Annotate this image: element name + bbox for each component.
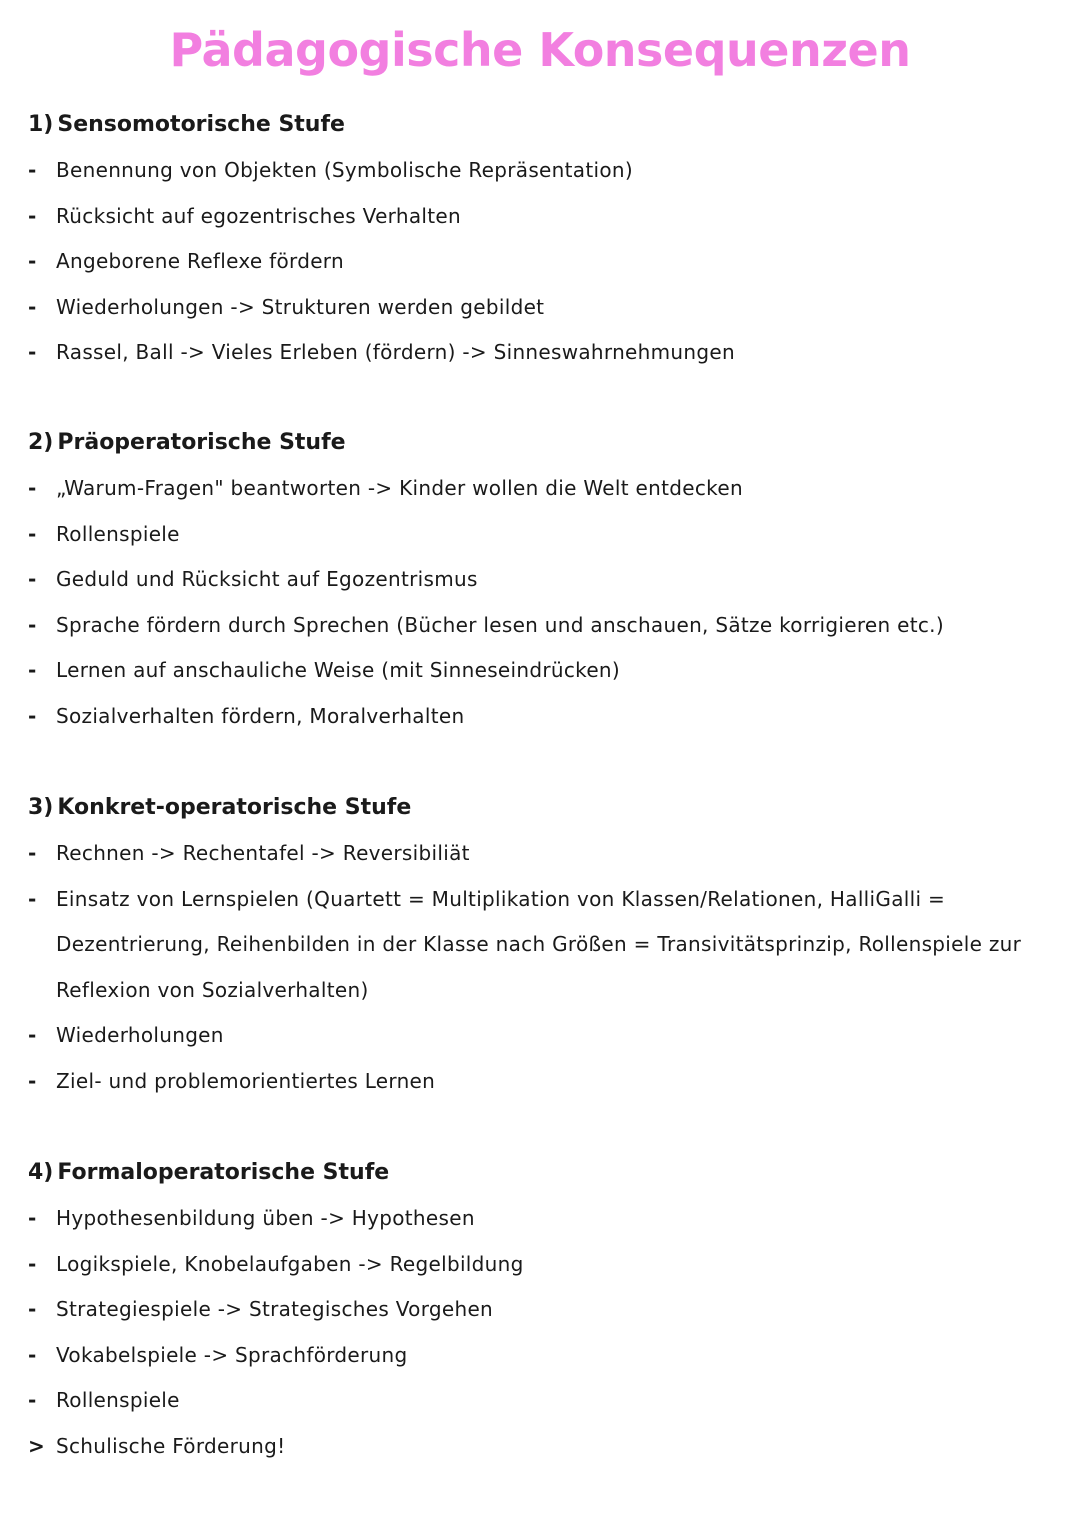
section-title: Sensomotorische Stufe — [57, 112, 345, 137]
bullet-dash: - — [28, 340, 37, 365]
list-item — [28, 1013, 1068, 1059]
section-number: 2) — [28, 430, 54, 455]
section-sensomotorisch — [28, 102, 1068, 376]
section-heading — [28, 785, 1068, 831]
bullet-dash: - — [28, 1023, 37, 1048]
section-number: 1) — [28, 112, 54, 137]
section-heading — [28, 1150, 1068, 1196]
list-item — [28, 194, 1068, 240]
section-formaloperatorisch — [28, 1150, 1068, 1470]
bullet-dash: - — [28, 294, 37, 319]
list-item — [28, 603, 1068, 649]
list-item-text: Hypothesenbildung üben -> Hypothesen — [56, 1206, 475, 1230]
section-praeoperatorisch — [28, 420, 1068, 740]
list-item-text: Rechnen -> Rechentafel -> Reversibiliät — [56, 841, 470, 865]
bullet-dash: - — [28, 567, 37, 592]
bullet-dash: - — [28, 703, 37, 728]
list-item-text: Sprache fördern durch Sprechen (Bücher lesen und anschauen, Sätze korrigieren etc.) — [56, 612, 944, 637]
item-list — [28, 831, 1068, 1105]
bullet-dash: - — [28, 203, 37, 228]
section-title: Formaloperatorische Stufe — [57, 1160, 390, 1185]
section-heading — [28, 420, 1068, 466]
list-item-text: Strategiespiele -> Strategisches Vorgehen — [56, 1297, 494, 1322]
list-item — [28, 285, 1068, 331]
list-item-text: Rücksicht auf egozentrisches Verhalten — [56, 203, 461, 228]
section-number: 3) — [28, 795, 54, 820]
bullet-dash: - — [28, 1068, 37, 1093]
bullet-dash: - — [28, 1297, 37, 1322]
bullet-dash: - — [28, 1342, 37, 1367]
list-item — [28, 1287, 1068, 1333]
page-title: Pädagogische Konsequenzen — [169, 23, 911, 77]
list-item — [28, 1424, 1068, 1470]
bullet-dash: - — [28, 1206, 37, 1230]
list-item-text: Einsatz von Lernspielen (Quartett = Multiplikation von Klassen/Relationen, HalliGalli = Dezentrierung, Reihenbilden in der Klasse nach Größen = Transivitätsprinzip, Rollenspiele zur Reflexion von Sozialverhalten) — [56, 886, 1022, 1002]
list-item-text: Angeborene Reflexe fördern — [56, 249, 344, 274]
bullet-dash: - — [28, 249, 37, 274]
bullet-dash: - — [28, 841, 37, 865]
list-item-text: Rollenspiele — [56, 1388, 180, 1413]
section-heading — [28, 102, 1068, 148]
list-item — [28, 557, 1068, 603]
section-title: Konkret-operatorische Stufe — [57, 795, 412, 820]
list-item — [28, 239, 1068, 285]
item-list — [28, 1196, 1068, 1470]
list-item — [28, 831, 1068, 877]
list-item — [28, 1333, 1068, 1379]
item-list — [28, 466, 1068, 740]
list-item-text: Benennung von Objekten (Symbolische Repräsentation) — [56, 158, 633, 182]
list-item-text: Schulische Förderung! — [56, 1433, 286, 1458]
bullet-arrow: > — [28, 1433, 46, 1458]
section-title: Präoperatorische Stufe — [57, 430, 346, 455]
bullet-dash: - — [28, 612, 37, 637]
list-item — [28, 1059, 1068, 1105]
bullet-dash: - — [28, 476, 37, 500]
list-item — [28, 1196, 1068, 1242]
list-item — [28, 877, 1068, 1014]
list-item — [28, 648, 1068, 694]
bullet-dash: - — [28, 658, 37, 683]
list-item-text: „Warum-Fragen" beantworten -> Kinder wollen die Welt entdecken — [56, 476, 743, 500]
list-item-text: Sozialverhalten fördern, Moralverhalten — [56, 703, 465, 728]
list-item-text: Rassel, Ball -> Vieles Erleben (fördern) -> Sinneswahrnehmungen — [56, 340, 735, 365]
list-item — [28, 694, 1068, 740]
list-item — [28, 512, 1068, 558]
list-item — [28, 1242, 1068, 1288]
list-item — [28, 466, 1068, 512]
list-item-text: Wiederholungen — [56, 1023, 224, 1048]
list-item-text: Rollenspiele — [56, 521, 180, 546]
list-item — [28, 330, 1068, 376]
list-item-text: Lernen auf anschauliche Weise (mit Sinneseindrücken) — [56, 658, 621, 683]
list-item-text: Vokabelspiele -> Sprachförderung — [56, 1342, 408, 1367]
bullet-dash: - — [28, 521, 37, 546]
list-item-text: Ziel- und problemorientiertes Lernen — [56, 1068, 436, 1093]
section-konkret-operatorisch — [28, 785, 1068, 1105]
bullet-dash: - — [28, 886, 37, 911]
item-list — [28, 148, 1068, 376]
section-number: 4) — [28, 1160, 54, 1185]
list-item-text: Geduld und Rücksicht auf Egozentrismus — [56, 567, 478, 592]
bullet-dash: - — [28, 1388, 37, 1413]
list-item-text: Wiederholungen -> Strukturen werden gebildet — [56, 294, 545, 319]
list-item — [28, 148, 1068, 194]
bullet-dash: - — [28, 158, 37, 182]
list-item-text: Logikspiele, Knobelaufgaben -> Regelbildung — [56, 1251, 524, 1276]
list-item — [28, 1378, 1068, 1424]
bullet-dash: - — [28, 1251, 37, 1276]
